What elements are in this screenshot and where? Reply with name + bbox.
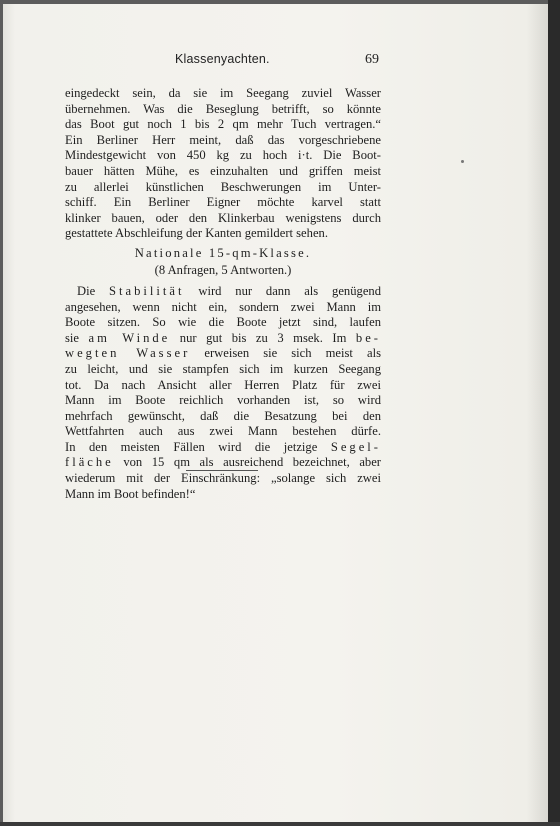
text-line bbox=[65, 346, 381, 362]
text-line: Boote sitzen. So wie die Boote jetzt sind, laufen bbox=[65, 315, 381, 330]
spaced-emphasis: wegten Wasser bbox=[65, 346, 191, 361]
text-line: gestattete Abschleifung der Kanten gemildert sehen. bbox=[65, 226, 328, 241]
text-run: wird nur dann als genügend bbox=[184, 283, 381, 298]
text-run: In den meisten Fällen wird die jetzige bbox=[65, 439, 331, 454]
text-run: von 15 qm als ausreichend bezeichnet, aber bbox=[113, 455, 381, 470]
text-line: wiederum mit der Einschränkung: „solange sich zwei bbox=[65, 471, 381, 486]
text-line: Mann im Boote reichlich vorhanden ist, so wird bbox=[65, 393, 381, 408]
text-line bbox=[65, 284, 381, 300]
text-line: bauer hätten Mühe, es einzuhalten und griffen meist bbox=[65, 163, 381, 178]
spaced-emphasis: fläche bbox=[65, 455, 114, 470]
text-line: tot. Da nach Ansicht aller Herren Platz für zwei bbox=[65, 377, 381, 392]
text-line: klinker bauen, oder den Klinkerbau wenigstens durch bbox=[65, 210, 381, 225]
text-run: erweisen sie sich meist als bbox=[190, 346, 381, 361]
text-line bbox=[65, 440, 381, 456]
text-line: eingedeckt sein, da sie im Seegang zuviel Wasser bbox=[65, 86, 381, 100]
text-run: sie bbox=[65, 330, 89, 345]
page-header bbox=[65, 52, 379, 72]
scan-edge-bottom bbox=[0, 822, 560, 826]
section-subheading: (8 Anfragen, 5 Antworten.) bbox=[154, 262, 292, 277]
running-head: Klassenyachten. bbox=[175, 52, 270, 66]
paragraph-stability-note bbox=[65, 86, 381, 242]
text-line: angesehen, wenn nicht ein, sondern zwei Mann im bbox=[65, 299, 381, 314]
text-run: nur gut bis zu 3 msek. Im bbox=[170, 330, 356, 345]
paper-speck bbox=[461, 160, 464, 163]
book-page bbox=[3, 4, 548, 822]
text-line: übernehmen. Was die Beseglung betrifft, so könnte bbox=[65, 101, 381, 116]
text-line: zu allerlei künstlichen Beschwerungen im Unter- bbox=[65, 179, 381, 194]
spaced-emphasis: Stabilität bbox=[109, 283, 185, 298]
text-line: Ein Berliner Herr meint, daß das vorgeschriebene bbox=[65, 132, 381, 147]
text-line: mehrfach gewünscht, daß die Besatzung bei den bbox=[65, 408, 381, 423]
scan-edge-right bbox=[548, 0, 560, 826]
text-line: zu leicht, und sie stampfen sich im kurzen Seegang bbox=[65, 361, 381, 376]
text-line bbox=[65, 331, 381, 347]
text-line: Mann im Boot befinden!“ bbox=[65, 486, 196, 501]
section-heading: Nationale 15-qm-Klasse. bbox=[134, 245, 312, 260]
spaced-emphasis: am Winde bbox=[88, 330, 171, 345]
page-number: 69 bbox=[365, 52, 379, 67]
text-line: Mindestgewicht von 450 kg zu hoch i·t. Die Boot- bbox=[65, 148, 381, 163]
spaced-emphasis: Segel- bbox=[330, 439, 381, 454]
text-line: das Boot gut noch 1 bis 2 qm mehr Tuch vertragen.“ bbox=[65, 117, 381, 132]
body-text bbox=[65, 86, 381, 502]
spaced-emphasis: be- bbox=[355, 330, 382, 345]
text-line: schiff. Ein Berliner Eigner möchte karvel statt bbox=[65, 195, 381, 210]
section-end-rule bbox=[186, 470, 258, 471]
text-line bbox=[65, 455, 381, 471]
text-line: Wettfahrten auch aus zwei Mann bestehen dürfe. bbox=[65, 424, 381, 439]
text-run: Die bbox=[77, 283, 110, 298]
